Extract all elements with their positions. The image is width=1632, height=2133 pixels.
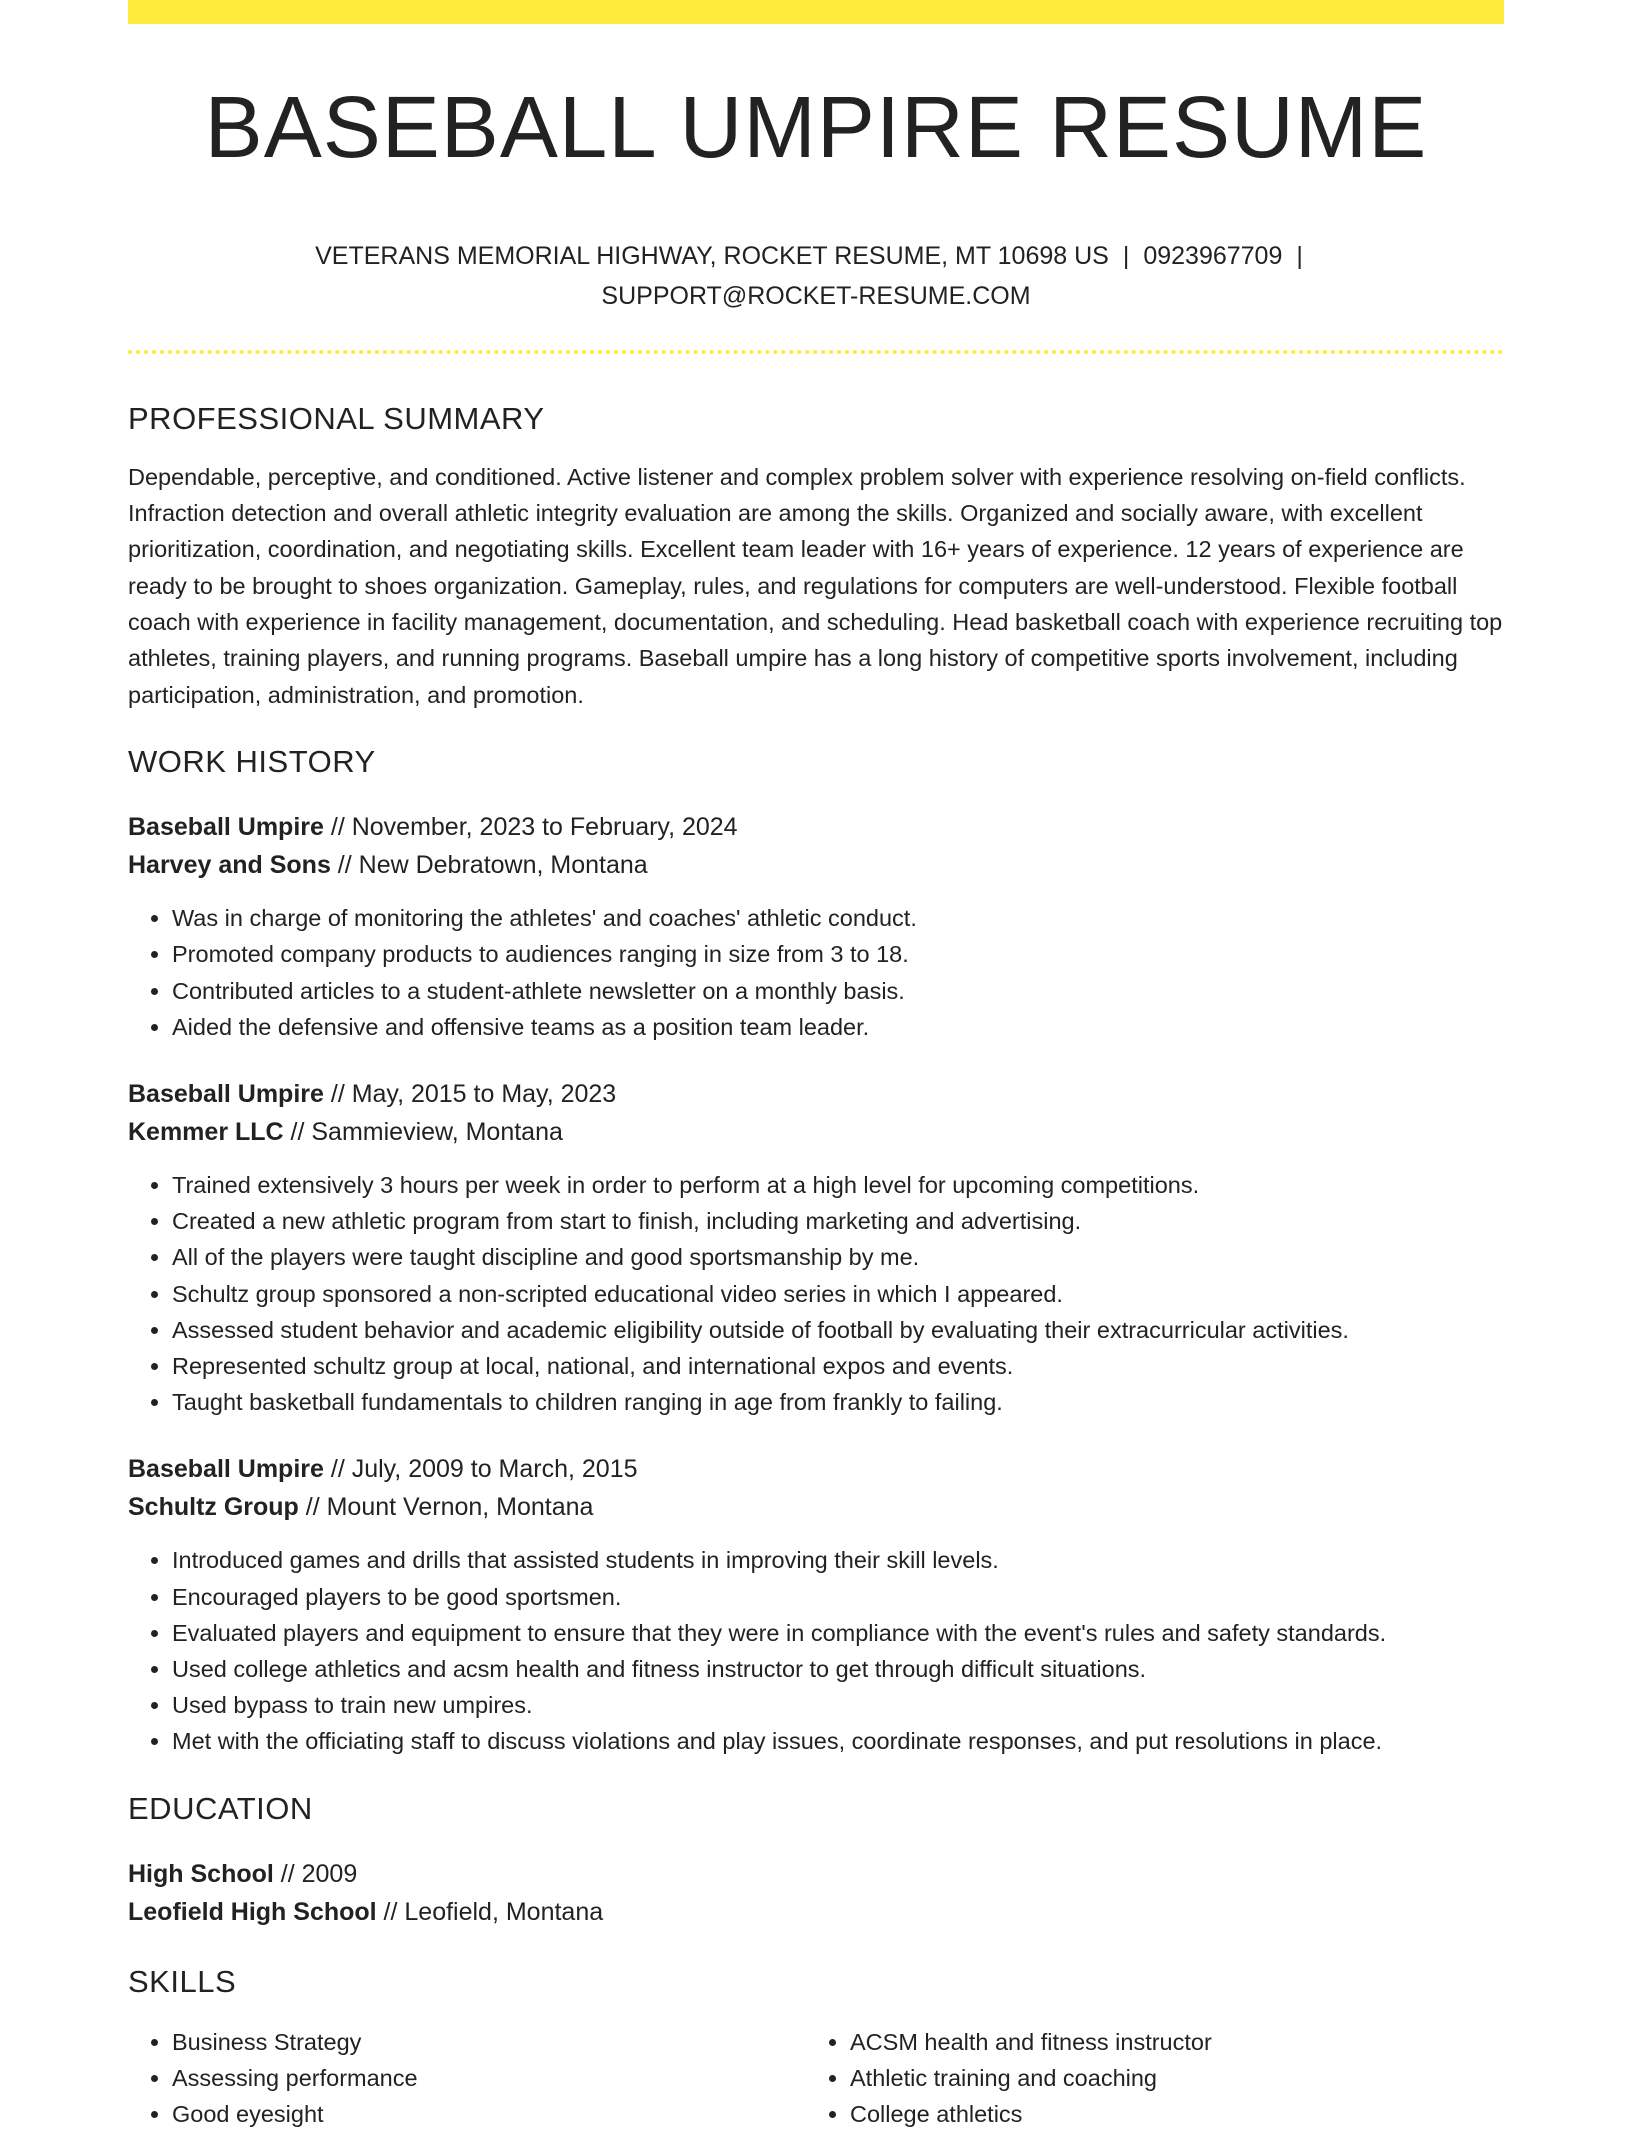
education-location: // Leofield, Montana (376, 1897, 604, 1926)
summary-text: Dependable, perceptive, and conditioned. Active listener and complex problem solver with experience resolving on-field conflicts. Infraction detection and overall athletic integrity evaluation are among the skills. Organized and socially aware, with excellent prioritization, coordination, and negotiating skills. Excellent team leader with 16+ years of experience. 12 years of experience are ready to be brought to shoes organization. Gameplay, rules, and regulations for computers are well-understood. Flexible football coach with experience in facility management, documentation, and scheduling. Head basketball coach with experience recruiting top athletes, training players, and running programs. Baseball umpire has a long history of competitive sports involvement, including participation, administration, and promotion. (128, 463, 1503, 708)
resume-title: BASEBALL UMPIRE RESUME (204, 79, 1428, 176)
education-degree-line (128, 1855, 1504, 1893)
contact-phone: 0923967709 (1143, 241, 1283, 270)
job-role: Baseball Umpire (128, 813, 324, 842)
job-location: // Sammieview, Montana (283, 1117, 563, 1146)
contact-separator: | (1122, 241, 1130, 270)
job-dates: // November, 2023 to February, 2024 (323, 813, 738, 842)
job-location: // New Debratown, Montana (330, 851, 648, 880)
list-item: • Promoted company products to audiences ranging in size from 3 to 18. (172, 936, 1504, 972)
list-item: • Was in charge of monitoring the athletes' and coaches' athletic conduct. (172, 900, 1504, 936)
skill-item: • Business Strategy (172, 2024, 806, 2060)
contact-separator: | (1296, 241, 1303, 270)
job-entry (128, 1075, 1504, 1420)
job-role: Baseball Umpire (128, 1079, 324, 1108)
list-item: • Represented schultz group at local, national, and international expos and events. (172, 1348, 1504, 1384)
contact-address: VETERANS MEMORIAL HIGHWAY, ROCKET RESUME, MT 10698 US (315, 241, 1109, 270)
list-item: • Met with the officiating staff to discuss violations and play issues, coordinate responses, and put resolutions in place. (172, 1723, 1504, 1759)
list-item: • Evaluated players and equipment to ensure that they were in compliance with the event's rules and safety standards. (172, 1615, 1504, 1651)
contact-email: SUPPORT@ROCKET-RESUME.COM (601, 281, 1031, 310)
list-item: • Used college athletics and acsm health and fitness instructor to get through difficult situations. (172, 1651, 1504, 1687)
skill-item: • Athletic training and coaching (850, 2060, 1484, 2096)
job-role: Baseball Umpire (128, 1455, 324, 1484)
list-item: • Contributed articles to a student-athlete newsletter on a monthly basis. (172, 973, 1504, 1009)
job-entry (128, 808, 1504, 1045)
list-item: • Assessed student behavior and academic eligibility outside of football by evaluating their extracurricular activities. (172, 1312, 1504, 1348)
list-item: • Schultz group sponsored a non-scripted educational video series in which I appeared. (172, 1276, 1504, 1312)
list-item: • Encouraged players to be good sportsmen. (172, 1579, 1504, 1615)
job-bullets (128, 1542, 1504, 1759)
job-company-line (128, 846, 1504, 884)
job-role-line (128, 808, 1504, 846)
job-role-line (128, 1450, 1504, 1488)
job-company: Kemmer LLC (128, 1117, 284, 1146)
section-title-education: EDUCATION (128, 1790, 313, 1826)
section-title-summary: PROFESSIONAL SUMMARY (128, 400, 545, 436)
skills-column-right (806, 2024, 1484, 2133)
education-school: Leofield High School (128, 1897, 377, 1926)
job-dates: // May, 2015 to May, 2023 (323, 1079, 617, 1108)
section-title-skills: SKILLS (128, 1963, 237, 1999)
skills-list (128, 2024, 1504, 2133)
section-title-work-history: WORK HISTORY (128, 743, 376, 779)
job-company-line (128, 1113, 1504, 1151)
education-entry (128, 1855, 1504, 1931)
job-company: Harvey and Sons (128, 851, 331, 880)
resume-page (128, 0, 1504, 2133)
job-dates: // July, 2009 to March, 2015 (323, 1455, 638, 1484)
job-bullets (128, 900, 1504, 1045)
list-item: • Created a new athletic program from start to finish, including marketing and advertising. (172, 1203, 1504, 1239)
skill-item: • Assessing performance (172, 2060, 806, 2096)
list-item: • Aided the defensive and offensive teams as a position team leader. (172, 1009, 1504, 1045)
job-company: Schultz Group (128, 1493, 299, 1522)
list-item: • Taught basketball fundamentals to children ranging in age from frankly to failing. (172, 1384, 1504, 1420)
job-entry (128, 1450, 1504, 1759)
education-year: // 2009 (273, 1859, 358, 1888)
job-company-line (128, 1488, 1504, 1526)
top-accent-bar (128, 0, 1504, 24)
list-item: • All of the players were taught discipline and good sportsmanship by me. (172, 1239, 1504, 1275)
list-item: • Introduced games and drills that assisted students in improving their skill levels. (172, 1542, 1504, 1578)
skill-item: • College athletics (850, 2096, 1484, 2132)
skill-item: • Good eyesight (172, 2096, 806, 2132)
list-item: • Trained extensively 3 hours per week in order to perform at a high level for upcoming competitions. (172, 1167, 1504, 1203)
skill-item: • ACSM health and fitness instructor (850, 2024, 1484, 2060)
skills-column-left (128, 2024, 806, 2133)
education-school-line (128, 1893, 1504, 1931)
list-item: • Used bypass to train new umpires. (172, 1687, 1504, 1723)
job-role-line (128, 1075, 1504, 1113)
contact-info (266, 236, 1366, 316)
education-degree: High School (128, 1859, 274, 1888)
job-bullets (128, 1167, 1504, 1420)
dotted-divider (128, 350, 1504, 354)
job-location: // Mount Vernon, Montana (298, 1493, 594, 1522)
